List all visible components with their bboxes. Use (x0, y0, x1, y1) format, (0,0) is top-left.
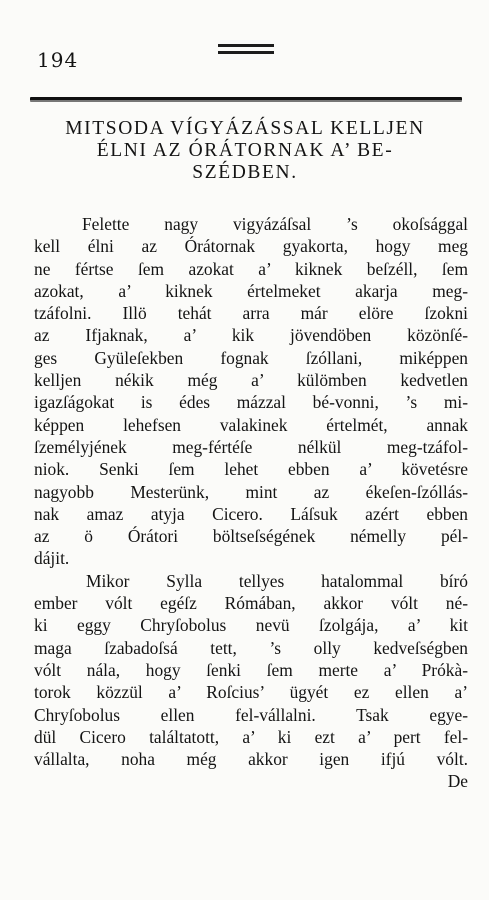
chapter-title-line: ÉLNI AZ ÓRÁTORNAK A’ BE- (96, 140, 394, 161)
text-line: kell élni az Órátornak gyakorta, hogy meg (34, 236, 468, 257)
text-line: maga ſzabadoſsá tett, ’s olly kedveſségben (34, 637, 468, 658)
chapter-title-line: MITSODA VÍGYÁZÁSSAL KELLJEN (65, 118, 425, 139)
text-line: ember vólt egéſz Rómában, akkor vólt né- (34, 593, 468, 614)
text-line: ki eggy Chryſobolus nevü ſzolgája, a’ kit (34, 615, 468, 636)
text-line: Mikor Sylla tellyes hatalommal bíró (86, 570, 468, 591)
text-line: Felette nagy vigyázáſsal ’s okoſsággal (82, 214, 468, 234)
catchword: De (447, 771, 468, 792)
text-line: az ö Órátori böltseſségének némelly pél- (34, 526, 468, 547)
text-line: niok. Senki ſem lehet ebben a’ követésre (34, 459, 468, 480)
text-line: az Ifjaknak, a’ kik jövendöben közönſé- (34, 325, 468, 346)
text-line: azokat, a’ kiknek értelmeket akarja meg- (34, 280, 468, 301)
text-line: nak amaz atyja Cicero. Láſsuk azért ebben (34, 503, 468, 524)
text-line: torok közzül a’ Roſcius’ ügyét ez ellen a’ (34, 682, 468, 703)
page-number: 194 (37, 48, 79, 72)
text-line: ſzemélyjének meg-fértéſe nélkül meg-tzáfol- (34, 436, 468, 457)
text-line: tzáfolni. Illö tehát arra már elöre ſzokni (34, 303, 468, 324)
header-ornament (218, 44, 274, 47)
text-line: dájit. (34, 548, 70, 569)
body-text (34, 213, 468, 793)
text-line: nagyobb Mesterünk, mint az ékeſen-ſzóllás- (34, 481, 468, 502)
header-rule (30, 97, 462, 102)
text-line: ne fértse ſem azokat a’ kiknek beſzéll, ſem (34, 258, 468, 279)
chapter-title-line: SZÉDBEN. (192, 162, 298, 183)
text-line: Chryſobolus ellen fel-vállalni. Tsak egye- (34, 704, 468, 725)
text-line: igazſágokat is édes mázzal bé-vonni, ’s mi- (34, 392, 468, 413)
chapter-title (30, 118, 460, 184)
text-line: kelljen nékik még a’ külömben kedvetlen (34, 370, 468, 391)
text-line: dül Cicero találtatott, a’ ki ezt a’ pert fel- (34, 726, 468, 747)
text-line: ges Gyüleſekben fognak ſzóllani, miképpen (34, 347, 468, 368)
text-line: képpen lehefsen valakinek értelmét, annak (34, 414, 468, 435)
text-line: vállalta, noha még akkor igen ifjú vólt. (34, 749, 468, 770)
text-line: vólt nála, hogy ſenki ſem merte a’ Prókà- (34, 659, 468, 680)
